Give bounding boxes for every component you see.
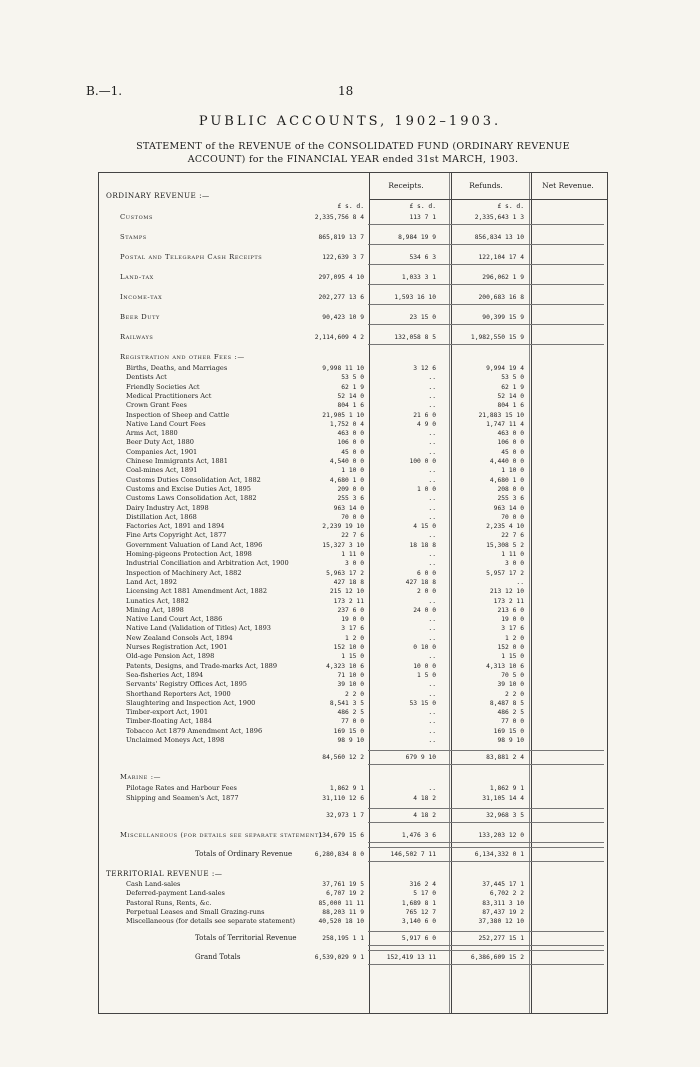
refunds-cell: .. [428, 625, 436, 633]
refunds-cell: .. [428, 785, 436, 793]
net-revenue-cell: 5,957 17 2 [486, 569, 524, 577]
row-label: Miscellaneous (for details see separate statement) [120, 830, 323, 839]
row-label: Deferred-payment Land-sales [126, 889, 225, 898]
refunds-cell: .. [428, 392, 436, 400]
receipts-cell: 15,327 3 10 [322, 541, 364, 549]
refunds-cell: .. [428, 681, 436, 689]
net-revenue-cell: 19 0 0 [501, 616, 524, 624]
refunds-cell: .. [428, 690, 436, 698]
net-revenue-cell: 83,311 3 10 [482, 899, 524, 907]
table-row [0, 352, 700, 363]
net-revenue-cell: 2,235 4 10 [486, 523, 524, 531]
net-revenue-cell: 70 5 0 [501, 671, 524, 679]
row-label: Totals of Ordinary Revenue [195, 849, 293, 858]
refunds-cell: .. [428, 504, 436, 512]
row-label: Births, Deaths, and Marriages [126, 364, 228, 372]
row-label: Mining Act, 1898 [126, 605, 184, 614]
net-revenue-cell: 255 3 6 [497, 495, 524, 503]
refunds-cell: 534 6 3 [409, 254, 436, 261]
row-label: Companies Act, 1901 [126, 447, 198, 456]
receipts-cell: 4,540 0 0 [329, 458, 364, 465]
receipts-cell: 202,277 13 6 [318, 294, 364, 301]
row-rule [368, 842, 604, 843]
refunds-cell: .. [428, 551, 436, 558]
receipts-cell: 134,679 15 6 [318, 831, 364, 839]
net-revenue-cell: 15,308 5 2 [486, 541, 524, 549]
net-revenue-cell: 32,968 3 5 [486, 811, 524, 819]
net-revenue-cell: 77 0 0 [501, 718, 524, 726]
receipts-cell: 865,819 13 7 [318, 234, 364, 241]
receipts-cell: 486 2 5 [337, 709, 364, 717]
refunds-cell: .. [428, 560, 436, 568]
page-title: PUBLIC ACCOUNTS, 1902–1903. [198, 114, 502, 129]
refunds-cell: .. [428, 495, 436, 503]
row-label: Grand Totals [195, 953, 241, 962]
column-header-net-revenue: Net Revenue. [542, 181, 594, 190]
receipts-cell: 2,114,609 4 2 [314, 334, 364, 341]
net-revenue-cell: 173 2 11 [493, 597, 524, 605]
row-label: Customs Duties Consolidation Act, 1882 [126, 475, 261, 484]
receipts-cell: 52 14 0 [337, 392, 364, 400]
row-label: Timber-export Act, 1901 [126, 708, 209, 717]
net-revenue-cell: 804 1 6 [497, 402, 524, 410]
net-revenue-cell: 4,440 0 0 [489, 458, 524, 465]
receipts-cell: 4,680 1 0 [329, 476, 364, 484]
net-revenue-cell: 1 2 0 [505, 634, 524, 642]
net-revenue-cell: 1,862 9 1 [489, 785, 524, 793]
row-label: Land-tax [120, 273, 154, 281]
net-revenue-cell: 70 0 0 [501, 513, 524, 521]
receipts-cell: 39 10 0 [337, 681, 364, 689]
refunds-cell: .. [428, 737, 436, 744]
row-label: Native Land (Validation of Titles) Act, 1893 [126, 624, 271, 633]
receipts-cell: 32,973 1 7 [326, 811, 364, 819]
refunds-cell: 4 15 0 [413, 523, 436, 531]
net-revenue-cell: 106 0 0 [497, 439, 524, 447]
refunds-cell: 21 6 0 [413, 411, 436, 419]
refunds-cell: .. [428, 597, 436, 605]
net-revenue-cell: 1,982,550 15 9 [470, 334, 524, 341]
net-revenue-cell: .. [516, 578, 524, 586]
refunds-cell: .. [428, 653, 436, 661]
receipts-cell: 1,752 0 4 [329, 420, 364, 428]
row-rule [368, 344, 604, 345]
receipts-cell: 106 0 0 [337, 439, 364, 447]
net-revenue-cell: 83,881 2 4 [486, 754, 524, 762]
receipts-cell: 31,110 12 6 [322, 794, 364, 802]
refunds-cell: .. [428, 448, 436, 456]
row-label: Perpetual Leases and Small Grazing-runs [126, 907, 265, 916]
row-rule [368, 822, 604, 823]
row-label: Timber-floating Act, 1884 [126, 717, 212, 726]
refunds-cell: .. [428, 383, 436, 391]
refunds-cell: 152,419 13 11 [386, 954, 436, 962]
currency-units-net: £ s. d. [497, 203, 524, 210]
row-label: Customs [120, 213, 154, 221]
row-label: TERRITORIAL REVENUE :— [106, 868, 223, 878]
table-row [0, 272, 700, 283]
row-label: Distillation Act, 1868 [126, 512, 197, 521]
refunds-cell: 6 0 0 [417, 569, 436, 577]
row-rule [368, 224, 604, 225]
refunds-cell: 18 18 8 [409, 541, 436, 549]
table-row [0, 292, 700, 303]
row-rule [368, 264, 604, 265]
net-revenue-cell: 2,335,643 1 3 [474, 214, 524, 221]
receipts-cell: 19 0 0 [341, 616, 364, 624]
refunds-cell: 24 0 0 [413, 606, 436, 614]
refunds-cell: 1 0 0 [417, 485, 436, 493]
receipts-cell: 6,280,834 8 0 [314, 850, 364, 858]
receipts-cell: 21,905 1 10 [322, 411, 364, 419]
net-revenue-cell: 39 10 0 [497, 681, 524, 689]
row-label: Shorthand Reporters Act, 1900 [126, 689, 231, 698]
refunds-cell: 427 18 8 [405, 578, 436, 586]
receipts-cell: 258,195 1 1 [322, 935, 364, 943]
net-revenue-cell: 208 0 0 [497, 485, 524, 493]
row-label: Industrial Conciliation and Arbitration Act, 1900 [126, 559, 289, 568]
row-rule [368, 950, 604, 951]
refunds-cell: 1 5 0 [417, 671, 436, 679]
row-rule [368, 284, 604, 285]
row-label: Pilotage Rates and Harbour Fees [126, 784, 237, 793]
net-revenue-cell: 4,680 1 0 [489, 476, 524, 484]
row-label: Servants' Registry Offices Act, 1895 [126, 680, 247, 689]
table-row [0, 772, 700, 783]
refunds-cell: .. [428, 718, 436, 726]
refunds-cell: .. [428, 727, 436, 735]
net-revenue-cell: 6,134,332 0 1 [474, 850, 524, 858]
row-rule [368, 931, 604, 932]
net-revenue-cell: 296,062 1 9 [482, 274, 524, 281]
column-header-refunds: Refunds. [469, 181, 503, 190]
net-revenue-cell: 1,747 11 4 [486, 420, 524, 428]
net-revenue-cell: 1 10 0 [501, 467, 524, 475]
refunds-cell: 5,917 6 0 [401, 935, 436, 943]
refunds-cell: 23 15 0 [409, 314, 436, 321]
table-row [0, 190, 700, 201]
receipts-cell: 53 5 0 [341, 374, 364, 382]
net-revenue-cell: 3 17 6 [501, 625, 524, 633]
refunds-cell: 4 18 2 [413, 811, 436, 819]
receipts-cell: 5,963 17 2 [326, 569, 364, 577]
refunds-cell: 2 0 0 [417, 588, 436, 596]
table-row [0, 312, 700, 323]
refunds-cell: 113 7 1 [409, 214, 436, 221]
row-label: Crown Grant Fees [126, 401, 187, 410]
refunds-cell: 100 0 0 [409, 458, 436, 465]
refunds-cell: 132,058 8 5 [394, 334, 436, 341]
row-rule [368, 764, 604, 765]
row-label: Land Act, 1892 [126, 577, 177, 586]
receipts-cell: 3 17 6 [341, 625, 364, 633]
receipts-cell: 1,862 9 1 [329, 785, 364, 793]
refunds-cell: 1,689 8 1 [401, 899, 436, 907]
refunds-cell: .. [428, 513, 436, 521]
total-row [0, 952, 700, 963]
row-label: Fine Arts Copyright Act, 1877 [126, 531, 227, 540]
row-label: Licensing Act 1881 Amendment Act, 1882 [126, 587, 268, 596]
refunds-cell: 1,593 16 10 [394, 294, 436, 301]
net-revenue-cell: 9,994 19 4 [486, 365, 524, 372]
row-label: Dentists Act [126, 373, 167, 382]
receipts-cell: 1 2 0 [345, 634, 364, 642]
net-revenue-cell: 45 0 0 [501, 448, 524, 456]
refunds-cell: 146,502 7 11 [390, 850, 436, 858]
row-label: Patents, Designs, and Trade-marks Act, 1889 [126, 661, 278, 670]
row-label: ORDINARY REVENUE :— [106, 191, 210, 200]
row-label: Beer Duty [120, 313, 160, 321]
row-label: Dairy Industry Act, 1898 [126, 503, 209, 512]
currency-units-receipts: £ s. d. [337, 203, 364, 210]
net-revenue-cell: 3 0 0 [505, 560, 524, 568]
row-label: Totals of Territorial Revenue [195, 934, 297, 943]
net-revenue-cell: 200,683 16 8 [478, 294, 524, 301]
row-label: New Zealand Consols Act, 1894 [126, 633, 233, 642]
row-rule [368, 847, 604, 848]
net-revenue-cell: 1 11 0 [501, 551, 524, 558]
table-row [0, 332, 700, 343]
row-rule [368, 808, 604, 809]
row-label: Customs Laws Consolidation Act, 1882 [126, 494, 257, 503]
row-label: Railways [120, 333, 154, 341]
net-revenue-cell: 252,277 15 1 [478, 935, 524, 943]
receipts-cell: 2,239 19 10 [322, 523, 364, 531]
refunds-cell: .. [428, 532, 436, 540]
row-label: Homing-pigeons Protection Act, 1898 [126, 550, 252, 558]
table-row [0, 252, 700, 263]
refunds-cell: 53 15 0 [409, 699, 436, 707]
net-revenue-cell: 90,399 15 9 [482, 314, 524, 321]
row-label: Government Valuation of Land Act, 1896 [126, 540, 263, 549]
net-revenue-cell: 963 14 0 [493, 504, 524, 512]
row-label: Cash Land-sales [126, 879, 181, 888]
receipts-cell: 22 7 6 [341, 532, 364, 540]
refunds-cell: .. [428, 709, 436, 717]
refunds-cell: 10 0 0 [413, 662, 436, 670]
row-label: Tobacco Act 1879 Amendment Act, 1896 [126, 726, 263, 735]
net-revenue-cell: 856,834 13 10 [474, 234, 524, 241]
refunds-cell: .. [428, 439, 436, 447]
refunds-cell: 316 2 4 [409, 880, 436, 888]
net-revenue-cell: 87,437 19 2 [482, 908, 524, 916]
net-revenue-cell: 22 7 6 [501, 532, 524, 540]
net-revenue-cell: 1 15 0 [501, 653, 524, 661]
receipts-cell: 37,761 19 5 [322, 880, 364, 888]
row-label: Native Land Court Fees [126, 419, 206, 428]
table-row [0, 916, 700, 927]
refunds-cell: 0 10 0 [413, 644, 436, 651]
receipts-cell: 45 0 0 [341, 448, 364, 456]
receipts-cell: 70 0 0 [341, 513, 364, 521]
receipts-cell: 463 0 0 [337, 430, 364, 438]
table-row [0, 868, 700, 879]
receipts-cell: 85,000 11 11 [318, 899, 364, 907]
receipts-cell: 6,707 19 2 [326, 890, 364, 898]
receipts-cell: 71 10 0 [337, 671, 364, 679]
receipts-cell: 88,203 11 9 [322, 908, 364, 916]
receipts-cell: 152 10 0 [333, 644, 364, 651]
refunds-cell: 3 12 6 [413, 365, 436, 372]
total-row [0, 933, 700, 944]
refunds-cell: 679 9 10 [405, 754, 436, 762]
net-revenue-cell: 62 1 9 [501, 383, 524, 391]
receipts-cell: 1 15 0 [341, 653, 364, 661]
refunds-cell: 3,140 6 0 [401, 918, 436, 926]
receipts-cell: 1 11 0 [341, 551, 364, 558]
receipts-cell: 237 6 0 [337, 606, 364, 614]
column-header-receipts: Receipts. [388, 181, 424, 190]
receipts-cell: 9,998 11 10 [322, 365, 364, 372]
receipts-cell: 77 0 0 [341, 718, 364, 726]
refunds-cell: 4 9 0 [417, 420, 436, 428]
net-revenue-cell: 122,104 17 4 [478, 254, 524, 261]
row-label: Native Land Court Act, 1886 [126, 615, 223, 624]
receipts-cell: 122,639 3 7 [322, 254, 364, 261]
net-revenue-cell: 98 9 10 [497, 737, 524, 744]
document-reference: B.—1. [86, 84, 123, 98]
receipts-cell: 40,520 18 10 [318, 918, 364, 926]
row-label: Stamps [120, 233, 147, 241]
row-label: Nurses Registration Act, 1901 [126, 643, 228, 651]
receipts-cell: 215 12 10 [329, 588, 364, 596]
receipts-cell: 6,539,029 9 1 [314, 954, 364, 962]
currency-units-refunds: £ s. d. [409, 203, 436, 210]
subtotal-row [0, 752, 700, 763]
row-label: Shipping and Seamen's Act, 1877 [126, 793, 239, 802]
net-revenue-cell: 486 2 5 [497, 709, 524, 717]
row-label: Old-age Pension Act, 1898 [126, 652, 215, 661]
receipts-cell: 2,335,756 8 4 [314, 214, 364, 221]
row-label: Slaughtering and Inspection Act, 1900 [126, 698, 256, 707]
receipts-cell: 62 1 9 [341, 383, 364, 391]
receipts-cell: 90,423 10 9 [322, 314, 364, 321]
row-rule [368, 304, 604, 305]
net-revenue-cell: 21,883 15 10 [478, 411, 524, 419]
row-label: Coal-mines Act, 1891 [126, 466, 198, 475]
net-revenue-cell: 8,487 8 5 [489, 699, 524, 707]
row-rule [368, 964, 604, 965]
net-revenue-cell: 152 0 0 [497, 644, 524, 651]
row-label: Arms Act, 1880 [126, 429, 178, 438]
receipts-cell: 804 1 6 [337, 402, 364, 410]
receipts-cell: 427 18 8 [333, 578, 364, 586]
refunds-cell: .. [428, 467, 436, 475]
receipts-cell: 963 14 0 [333, 504, 364, 512]
page-number: 18 [338, 84, 354, 98]
table-row [0, 735, 700, 746]
table-row [0, 830, 700, 841]
row-label: Friendly Societies Act [126, 382, 200, 391]
receipts-cell: 255 3 6 [337, 495, 364, 503]
statement-subtitle: STATEMENT of the REVENUE of the CONSOLIDATED FUND (ORDINARY REVENUE ACCOUNT) for the FINANCIAL YEAR ended 31st MARCH, 1903. [136, 141, 570, 165]
row-label: Inspection of Machinery Act, 1882 [126, 568, 242, 577]
table-row [0, 793, 700, 804]
row-label: Registration and other Fees :— [120, 353, 245, 361]
refunds-cell: .. [428, 634, 436, 642]
refunds-cell: 1,033 3 1 [401, 274, 436, 281]
row-label: Medical Practitioners Act [126, 391, 212, 400]
receipts-cell: 3 0 0 [345, 560, 364, 568]
row-label: Chinese Immigrants Act, 1881 [126, 457, 228, 465]
row-label: Pastoral Runs, Rents, &c. [126, 898, 212, 907]
receipts-cell: 297,095 4 10 [318, 274, 364, 281]
net-revenue-cell: 213 12 10 [489, 588, 524, 596]
refunds-cell: 4 18 2 [413, 794, 436, 802]
net-revenue-cell: 133,203 12 0 [478, 831, 524, 839]
receipts-cell: 169 15 0 [333, 727, 364, 735]
net-revenue-cell: 4,313 10 6 [486, 662, 524, 670]
row-rule [368, 750, 604, 751]
row-label: Miscellaneous (for details see separate statement) [126, 917, 296, 926]
refunds-cell: .. [428, 430, 436, 438]
net-revenue-cell: 169 15 0 [493, 727, 524, 735]
row-label: Inspection of Sheep and Cattle [126, 410, 230, 419]
row-label: Customs and Excise Duties Act, 1895 [126, 484, 251, 493]
net-revenue-cell: 52 14 0 [497, 392, 524, 400]
receipts-cell: 209 0 0 [337, 485, 364, 493]
net-revenue-cell: 37,445 17 1 [482, 880, 524, 888]
receipts-cell: 8,541 3 5 [329, 699, 364, 707]
net-revenue-cell: 463 0 0 [497, 430, 524, 438]
row-label: Beer Duty Act, 1880 [126, 438, 194, 447]
net-revenue-cell: 2 2 0 [505, 690, 524, 698]
row-label: Income-tax [120, 293, 163, 301]
table-row [0, 212, 700, 223]
table-row [0, 232, 700, 243]
row-rule [368, 324, 604, 325]
units-row [0, 201, 700, 212]
row-rule [368, 945, 604, 946]
row-label: Postal and Telegraph Cash Receipts [120, 253, 263, 261]
refunds-cell: 1,476 3 6 [401, 831, 436, 839]
net-revenue-cell: 53 5 0 [501, 374, 524, 382]
row-rule [368, 861, 604, 862]
net-revenue-cell: 213 6 0 [497, 606, 524, 614]
refunds-cell: .. [428, 476, 436, 484]
subtotal-row [0, 810, 700, 821]
receipts-cell: 1 10 0 [341, 467, 364, 475]
row-label: Factories Act, 1891 and 1894 [126, 522, 225, 531]
refunds-cell: .. [428, 402, 436, 410]
refunds-cell: 8,984 19 9 [398, 234, 436, 241]
receipts-cell: 98 9 10 [337, 737, 364, 744]
row-label: Unclaimed Moneys Act, 1898 [126, 736, 225, 744]
net-revenue-cell: 37,380 12 10 [478, 918, 524, 926]
row-label: Marine :— [120, 773, 161, 782]
net-revenue-cell: 6,702 2 2 [489, 890, 524, 898]
refunds-cell: .. [428, 616, 436, 624]
receipts-cell: 173 2 11 [333, 597, 364, 605]
net-revenue-cell: 6,386,609 15 2 [470, 954, 524, 962]
refunds-cell: 5 17 0 [413, 890, 436, 898]
receipts-cell: 84,560 12 2 [322, 754, 364, 762]
receipts-cell: 4,323 10 6 [326, 662, 364, 670]
total-row [0, 849, 700, 860]
refunds-cell: .. [428, 374, 436, 382]
row-label: Sea-fisheries Act, 1894 [126, 670, 204, 679]
refunds-cell: 765 12 7 [405, 908, 436, 916]
row-rule [368, 244, 604, 245]
net-revenue-cell: 31,105 14 4 [482, 794, 524, 802]
receipts-cell: 2 2 0 [345, 690, 364, 698]
row-label: Lunatics Act, 1882 [126, 596, 189, 605]
